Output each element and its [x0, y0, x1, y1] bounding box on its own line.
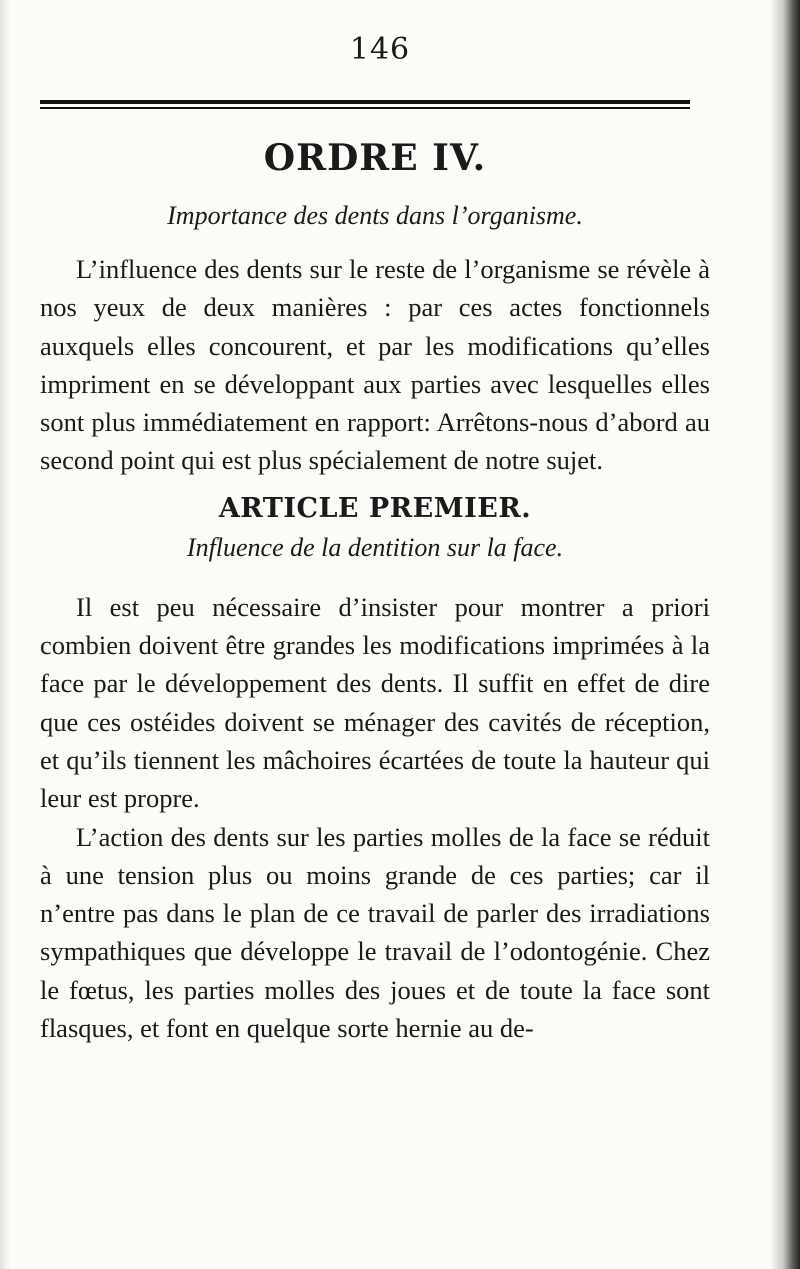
header-rule-thick — [40, 100, 690, 104]
article-title: ARTICLE PREMIER. — [218, 492, 532, 524]
page-body — [40, 132, 710, 1047]
scan-left-edge — [0, 0, 10, 1269]
order-title: ORDRE IV. — [263, 137, 487, 179]
order-paragraph: L’influence des dents sur le reste de l’organisme se révèle à nos yeux de deux manières : par ces actes fonctionnels auxquels elles concourent, et par les modifications qu’elles impriment en se développant aux parties avec lesquelles elles sont plus immédiatement en rapport: Arrêtons-nous d’abord au second point qui est plus spécialement de notre sujet. — [40, 254, 710, 476]
article-subtitle: Influence de la dentition sur la face. — [186, 532, 564, 562]
header-rule-thin — [40, 107, 690, 109]
article-paragraph-1: Il est peu nécessaire d’insister pour montrer a priori combien doivent être grandes les modifications imprimées à la face par le développement des dents. Il suffit en effet de dire que ces ostéides doivent se ménager des cavités de réception, et qu’ils tiennent les mâchoires écartées de toute la hauteur qui leur est propre. — [40, 591, 710, 814]
article-paragraph-2: L’action des dents sur les parties molles de la face se réduit à une tension plus ou moins grande de ces parties; car il n’entre pas dans le plan de ce travail de parler des irradiations sympathiques que développe le travail de l’odontogénie. Chez le fœtus, les parties molles des joues et de toute la face sont flasques, et font en quelque sorte hernie au de- — [40, 821, 710, 1044]
page-number: 146 — [349, 32, 411, 67]
scan-right-edge — [772, 0, 800, 1269]
order-subtitle: Importance des dents dans l’organisme. — [167, 201, 583, 230]
